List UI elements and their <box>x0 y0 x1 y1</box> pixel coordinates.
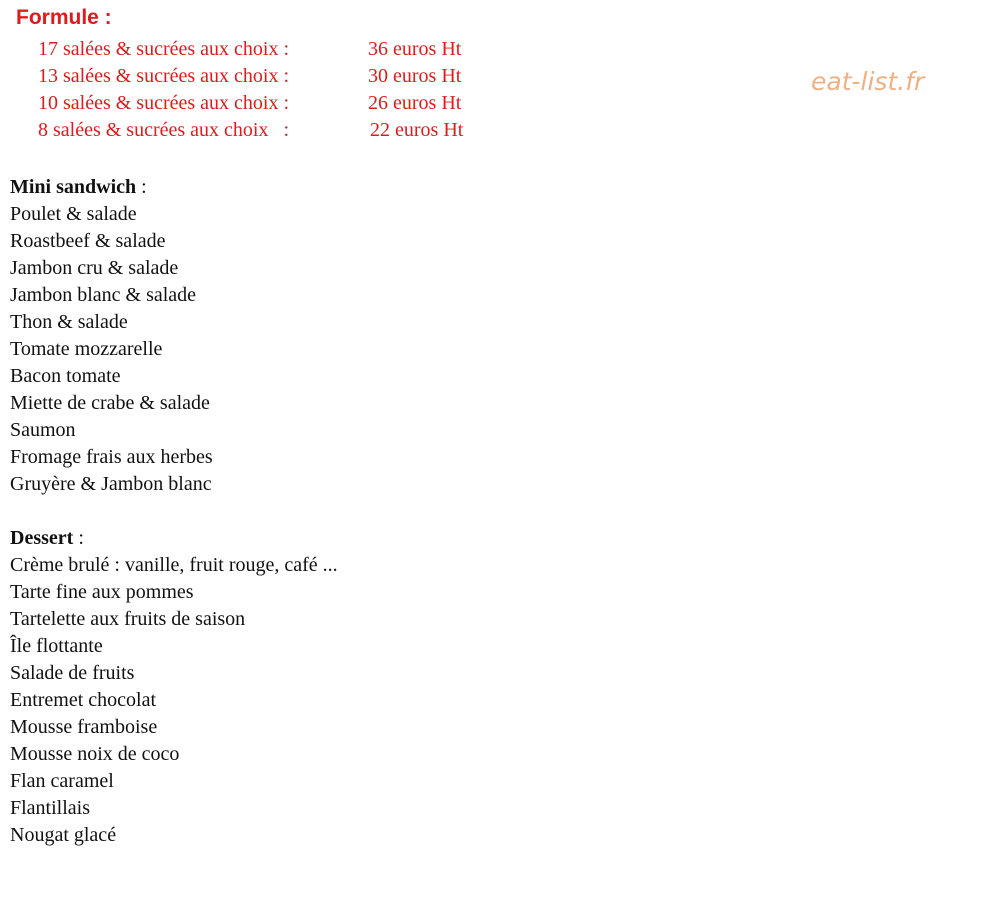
dessert-section <box>10 525 338 849</box>
formule-description: 8 salées & sucrées aux choix : <box>38 119 290 141</box>
formule-description: 10 salées & sucrées aux choix : <box>38 92 290 114</box>
list-item: Bacon tomate <box>10 365 121 387</box>
list-item: Mousse noix de coco <box>10 743 180 765</box>
formule-price: 30 euros Ht <box>368 65 462 87</box>
formule-description: 13 salées & sucrées aux choix : <box>38 65 290 87</box>
list-item: Saumon <box>10 419 76 441</box>
list-item: Poulet & salade <box>10 203 137 225</box>
list-item: Crème brulé : vanille, fruit rouge, café ... <box>10 554 338 576</box>
formule-description: 17 salées & sucrées aux choix : <box>38 38 290 60</box>
list-item: Fromage frais aux herbes <box>10 446 213 468</box>
list-item: Jambon blanc & salade <box>10 284 197 306</box>
list-item: Flan caramel <box>10 770 114 792</box>
mini-sandwich-section <box>10 174 213 498</box>
site-watermark: eat-list.fr <box>811 67 925 96</box>
section-heading <box>10 525 338 552</box>
list-item: Entremet chocolat <box>10 689 157 711</box>
formule-price: 36 euros Ht <box>368 38 462 60</box>
formule-price: 22 euros Ht <box>370 119 464 141</box>
list-item: Flantillais <box>10 797 90 819</box>
section-heading <box>10 174 213 201</box>
list-item: Miette de crabe & salade <box>10 392 210 414</box>
list-item: Nougat glacé <box>10 824 117 846</box>
section-heading-label: Mini sandwich <box>10 176 137 198</box>
list-item: Roastbeef & salade <box>10 230 166 252</box>
list-item: Tomate mozzarelle <box>10 338 163 360</box>
list-item: Salade de fruits <box>10 662 135 684</box>
list-item: Gruyère & Jambon blanc <box>10 473 212 495</box>
formule-title: Formule : <box>16 6 112 29</box>
list-item: Jambon cru & salade <box>10 257 179 279</box>
list-item: Île flottante <box>10 635 103 657</box>
formule-price: 26 euros Ht <box>368 92 462 114</box>
section-heading-label: Dessert <box>10 527 74 549</box>
list-item: Tartelette aux fruits de saison <box>10 608 246 630</box>
section-heading-colon: : <box>136 176 147 198</box>
section-heading-colon: : <box>73 527 84 549</box>
list-item: Tarte fine aux pommes <box>10 581 194 603</box>
list-item: Mousse framboise <box>10 716 158 738</box>
list-item: Thon & salade <box>10 311 128 333</box>
